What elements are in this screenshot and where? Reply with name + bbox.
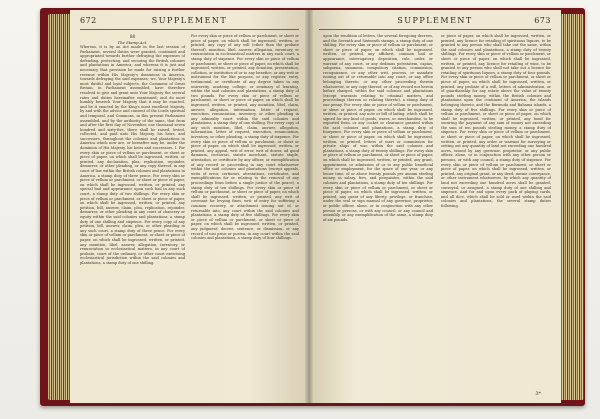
right-page	[309, 10, 561, 403]
section-subheading: The Stamp Act.	[117, 40, 148, 45]
right-column-1	[323, 34, 433, 389]
right-column-1-text: upon the rendition of letters, the several foregoing decrees, and the Seventh and Sixteenth stamps, a stamp duty of one shilling. For every skin or piece of vellum or parchment, or sheet or piece of paper, on which shall be ingrossed, written, or printed, any affidavit, common bail or appearance, interrogatory, deposition, rule, order, or warrant of any court, or any dedimus potestatem, capias, subpoena, summons, compulsory citation, commission, recognizance, or any other writ, process, or mandate issuing out of or returnable into any court, or any office belonging thereto, or any other proceeding therein whatsoever, or any copy thereof, or of any record not herein before charged, within the said colonies and plantations (except warrants relating to criminal matters, and proceedings thereon or relating thereto), a stamp duty of one penny. For every skin or piece of vellum or parchment, or sheet or piece of paper, on which shall be ingrossed, written, or printed, any note or bill of lading, which shall be signed for any kind of goods, wares, or merchandise, to be exported from, or any cocket or clearance granted within the said colonies and plantations, a stamp duty of fourpence. For every skin or piece of vellum or parchment, or sheet or piece of paper, on which shall be ingrossed, written, or printed, letters of mart or commission for private ships of war, within the said colonies and plantations, a stamp duty of twenty shillings. For every skin or piece of vellum or parchment, or sheet or piece of paper, on which shall be ingrossed, written, or printed, any grant, appointment, or admission of or to any public beneficial office or employment, for the space of one year, or any lesser time, of or above twenty pounds per annum sterling money, in salary, fees, and perquisites, within the said colonies and plantations, a stamp duty of ten shillings. For every skin or piece of vellum or parchment, or sheet or piece of paper, on which shall be ingrossed, written, or printed, any grant of any liberty, privilege, or franchise, under the seal or sign manual of any governor, proprietor, or public officer, alone, or in conjunction with any other person or persons, or with any council, or any council and assembly, or any exemplification of the same, a stamp duty of six pounds.	[323, 34, 433, 222]
right-column-2	[441, 34, 551, 389]
left-page	[70, 10, 309, 403]
marbled-page-edges-right	[560, 14, 584, 400]
right-page-number: 673	[534, 16, 551, 25]
right-column-2-text: or piece of paper, on which shall be ingrossed, written, or printed, any licence for retailing of spirituous liquors, to be granted to any person who shall take out the same, within the said colonies and plantations, a stamp duty of twenty shillings. For every skin or piece of vellum or parchment, or sheet or piece of paper, on which shall be ingrossed, written, or printed, any licence for retailing of wine, to be granted to any person who shall not take out a licence for retailing of spirituous liquors, a stamp duty of four pounds. For every skin or piece of vellum or parchment, or sheet or piece of paper, on which shall be ingrossed, written, or printed, any probate of a will, letters of administration, or of guardianship for any estate above the value of twenty pounds sterling money, within the British colonies and plantations upon the continent of America, the islands belonging thereto, and the Bermuda and Bahama islands, a stamp duty of five shillings. For every skin or piece of vellum or parchment, or sheet or piece of paper, on which shall be ingrossed, written, or printed, any bond for securing the payment of any sum of money not exceeding the sum of ten pounds sterling money, a stamp duty of sixpence. For every skin or piece of vellum or parchment, or sheet or piece of paper, on which shall be ingrossed, written, or printed, any order or warrant for surveying or setting out any quantity of land not exceeding one hundred acres, issued by any governor, proprietor, or any public officer, alone, or in conjunction with any other person or persons, or with any council, a stamp duty of sixpence. For every skin or piece of vellum or parchment, or sheet or piece of paper, on which shall be ingrossed, written, or printed, any original grant, or any deed, mesne conveyance, or other instrument whatsoever, by which any quantity of land not exceeding one hundred acres shall be granted, conveyed, or assigned, a stamp duty of one shilling and sixpence. And for and upon every pack of playing cards, and all dice, which shall be sold or used within the said colonies and plantations, the several stamp duties following.	[441, 34, 551, 208]
left-running-head	[80, 16, 299, 28]
left-column-1-text: Whereas, it is by an Act made in the last session of Parliament, several duties were granted, continued and appropriated towards further defraying the expenses of defending, protecting, and securing the British colonies and plantations in America; and whereas it is just and necessary that provision be made for raising a further revenue within His Majesty's dominions in America, towards defraying the said expenses; we, Your Majesty's most dutiful and loyal subjects, the Commons of Great Britain, in Parliament assembled, have therefore resolved to give and grant unto Your Majesty the several rates and duties hereinafter mentioned; and do most humbly beseech Your Majesty that it may be enacted, and be it enacted by the King's most excellent Majesty, by and with the advice and consent of the Lords spiritual and temporal, and Commons, in this present Parliament assembled, and by the authority of the same, that from and after the first day of November, one thousand seven hundred and sixty-five, there shall be raised, levied, collected, and paid unto His Majesty, his heirs, and successors, throughout the colonies and plantations in America which now are, or hereafter may be, under the dominion of His Majesty, his heirs and successors. I. For every skin or piece of vellum or parchment, or sheet or piece of paper, on which shall be ingrossed, written, or printed, any declaration, plea, replication, rejoinder, demurrer, or other pleading, or any copy thereof, in any court of law within the British colonies and plantations in America, a stamp duty of three pence. For every skin or piece of vellum or parchment, or sheet or piece of paper, on which shall be ingrossed, written, or printed, any special bail and appearance upon such bail in any such court, a stamp duty of two shillings. For every skin or piece of vellum or parchment, or sheet or piece of paper, on which shall be ingrossed, written, or printed, any petition, bill, answer, claim, plea, replication, rejoinder, demurrer, or other pleading in any court of chancery or equity within the said colonies and plantations, a stamp duty of one shilling and sixpence. For every copy of any petition, bill, answer, claim, plea, or other pleading in any such court, a stamp duty of three pence. For every skin or piece of vellum or parchment, or sheet or piece of paper, on which shall be ingrossed, written, or printed, any monition, libel, answer, allegation, inventory, or renunciation in ecclesiastical matters, in any court of probate, court of the ordinary, or other court exercising ecclesiastical jurisdiction within the said colonies and plantations, a stamp duty of one shilling.	[80, 45, 185, 265]
left-column-2-text: For every skin or piece of vellum or parchment, or sheet or piece of paper, on which shall be ingrossed, written, or printed, any copy of any will (other than the probate thereof), monition, libel, answer, allegation, inventory, or renunciation in ecclesiastical matters in any such court, a stamp duty of sixpence. For every skin or piece of vellum or parchment, or sheet or piece of paper, on which shall be ingrossed, written, or printed, any donation, presentation, collation, or institution of or to any benefice, or any writ or instrument for the like purpose, or any register, entry, testimonial, or certificate of any degree taken in any university, academy, college, or seminary of learning, within the said colonies and plantations, a stamp duty of two pounds. For every skin or piece of vellum or parchment, or sheet or piece of paper, on which shall be ingrossed, written, or printed, any monition, libel, claim, answer, allegation, information, letter of request, execution, renunciation, inventory, or other pleading in any admiralty court within the said colonies and plantations, a stamp duty of one shilling. For every copy of any such monition, libel, claim, answer, allegation, information, letter of request, execution, renunciation, inventory, or other pleading, a stamp duty of sixpence. For every skin or piece of vellum or parchment, or sheet or piece of paper, on which shall be ingrossed, written, or printed, any appeal, writ of error, writ of dower, ad quod damnum, certiorari, statute merchant, statute staple, attestation, or certificate by any officer, or exemplification of any record or proceeding in any court whatsoever within the said colonies and plantations (except appeals, writs of error, certiorari, attestations, certificates, and exemplifications for or relating to the removal of any proceedings from before a single justice of the peace), a stamp duty of ten shillings. For every skin or piece of vellum or parchment, or sheet or piece of paper, on which shall be ingrossed, written, or printed, any writ of covenant for levying fines, writ of entry for suffering a common recovery, or attachment issuing out of, or returnable into, any court within the said colonies and plantations, a stamp duty of five shillings. For every skin or piece of vellum or parchment, or sheet or piece of paper, on which shall be ingrossed, written, or printed, any judgment, decree, sentence, or dismission, or any record of nisi prius or postea, in any court within the said colonies and plantations, a stamp duty of four shillings.	[191, 34, 299, 241]
signature-mark: 3*	[535, 391, 541, 397]
section-heading: 88	[129, 34, 136, 39]
right-running-head	[319, 16, 551, 28]
book-gutter	[305, 10, 313, 403]
right-head-rule	[319, 29, 551, 30]
left-column-2	[191, 34, 299, 395]
left-head-rule	[80, 29, 299, 30]
left-running-title: SUPPLEMENT	[151, 16, 228, 25]
left-column-1	[80, 34, 185, 395]
right-running-title: SUPPLEMENT	[397, 16, 473, 25]
left-page-number: 672	[80, 16, 97, 25]
